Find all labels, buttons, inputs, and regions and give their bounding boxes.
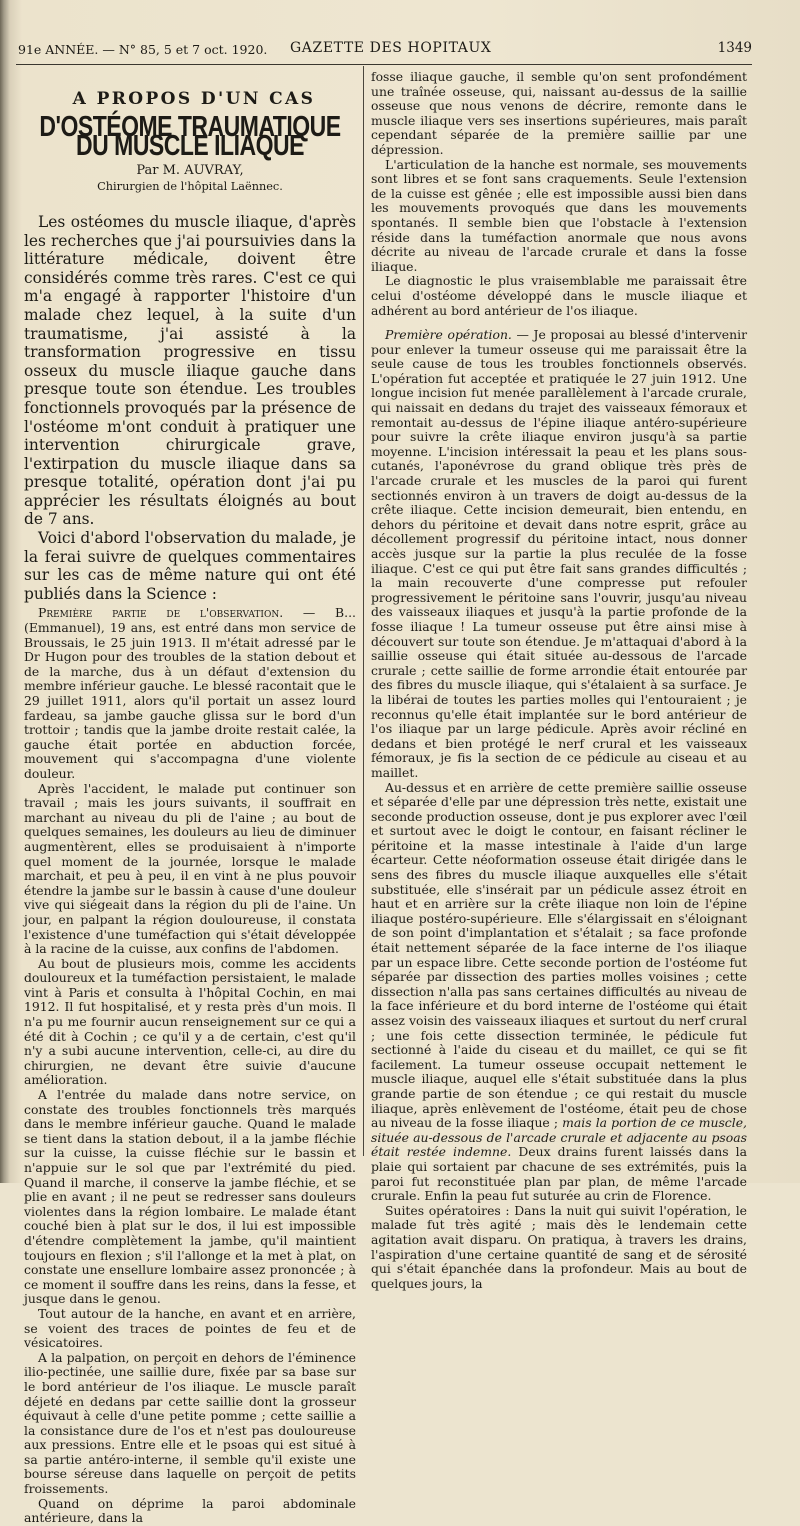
page-number: 1349 <box>717 40 752 56</box>
closure-text: Deux drains furent laissés dans la plaie qui sortaient par chacune de ses extrémités, puis la paroi fut reconstituée plan par plan, de même l'arcade crurale. Enfin la peau fut suturée au crin de Florence. <box>371 1144 747 1204</box>
body-paragraph: fosse iliaque gauche, il semble qu'on sent profondément une traînée osseuse, qui, naissant au-dessus de la saillie osseuse que nous venons de décrire, remonte dans le muscle iliaque vers ses insertions supérieures, mais paraît cependant séparée de la première saillie par une dépression. <box>371 69 747 157</box>
body-paragraph: A l'entrée du malade dans notre service, on constate des troubles fonctionnels très marqués dans le membre inférieur gauche. Quand le malade se tient dans la station debout, il a la jambe fléchie sur la cuisse, la cuisse fléchie sur le bassin et n'appuie sur le sol que par l'extrémité du pied. Quand il marche, il conserve la jambe fléchie, et se plie en avant ; il ne peut se redresser sans douleurs violentes dans la région lombaire. Le malade étant couché bien à plat sur le dos, il lui est impossible d'étendre complètement la jambe, qu'il maintient toujours en flexion ; s'il l'allonge et la met à plat, on constate une ensellure lombaire assez prononcée ; à ce moment il souffre dans les reins, dans la fesse, et jusque dans le genou. <box>24 1087 356 1307</box>
body-paragraph: L'articulation de la hanche est normale, ses mouvements sont libres et se font sans craquements. Seule l'extension de la cuisse est gênée ; elle est impossible aussi bien dans les mouvements provoqués que dans les mouvements spontanés. Il semble bien que l'obstacle à l'extension réside dans la tuméfaction anormale que nous avons décrite au niveau de l'arcade crurale et dans la fosse iliaque. <box>371 156 747 274</box>
right-column <box>371 70 747 1291</box>
article-kicker: A PROPOS D'UN CAS <box>72 89 316 109</box>
body-paragraph: Suites opératoires : Dans la nuit qui suivit l'opération, le malade fut très agité ; mais dès le lendemain cette agitation avait disparu. On pratiqua, à travers les drains, l'aspiration d'une certaine quantité de sang et de sérosité qui s'était épanchée dans la profondeur. Mais au bout de quelques jours, la <box>371 1202 747 1291</box>
body-paragraph: Après l'accident, le malade put continuer son travail ; mais les jours suivants, il souffrait en marchant au niveau du pli de l'aine ; au bout de quelques semaines, les douleurs au lieu de diminuer augmentèrent, elles se produisaient à n'importe quel moment de la journée, lorsque le malade marchait, et peu à peu, il en vint à ne plus pouvoir étendre la jambe sur le bassin à cause d'une douleur vive qui siégeait dans la région du pli de l'aine. Un jour, en palpant la région douloureuse, il constata l'existence d'une tuméfaction qui s'était développée à la racine de la cuisse, aux confins de l'abdomen. <box>24 780 356 957</box>
body-paragraph: Quand on déprime la paroi abdominale antérieure, dans la <box>24 1495 356 1526</box>
body-paragraph: Le diagnostic le plus vraisemblable me paraissait être celui d'ostéome développé dans le muscle iliaque et adhérent au bord antérieur de l'os iliaque. <box>371 273 747 318</box>
operation-text: — Je proposai au blessé d'intervenir pour enlever la tumeur osseuse qui me paraissait être la seule cause de tous les troubles fonctionnels observés. L'opération fut acceptée et pratiquée le 27 juin 1912. Une longue incision fut menée parallèlement à l'arcade crurale, qui naissait en dedans du trajet des vaisseaux fémoraux et remontait au-dessus de l'épine iliaque antéro-supérieure pour suivre la crête iliaque environ jusqu'à sa partie moyenne. L'incision intéressait la peau et les plans sous-cutanés, l'aponévrose du grand oblique très près de l'arcade crurale et les muscles de la paroi qui furent sectionnés environ à un travers de doigt au-dessus de la crête iliaque. Cette incision demeurait, bien entendu, en dehors du péritoine et devait dans notre esprit, grâce au décollement progressif du péritoine intact, nous donner accès jusque sur la partie la plus reculée de la fosse iliaque. C'est ce qui put être fait sans grandes difficultés ; la main recouverte d'une compresse put refouler progressivement le péritoine sans l'ouvrir, jusqu'au niveau des vaisseaux iliaques et jusqu'à la partie profonde de la fosse iliaque ! La tumeur osseuse put être ainsi mise à découvert sur toute son étendue. Je m'attaquai d'abord à la saillie osseuse qui était située au-dessous de l'arcade crurale ; cette saillie de forme arrondie était entourée par des fibres du muscle iliaque, qui s'étalaient à sa surface. Je la libérai de toutes les parties molles qui l'entouraient ; je reconnus qu'elle était implantée sur le bord antérieur de l'os iliaque par un large pédicule. Après avoir récliné en dedans et bien protégé le nerf crural et les vaisseaux fémoraux, je fis la section de ce pédicule au ciseau et au maillet. <box>371 327 747 780</box>
left-column <box>24 70 356 1526</box>
issue-info: 91e ANNÉE. — N° 85, 5 et 7 oct. 1920. <box>18 42 268 57</box>
section-heading: Première opération. <box>385 327 512 343</box>
running-header <box>18 38 752 62</box>
header-rule <box>16 64 752 65</box>
journal-title: GAZETTE DES HOPITAUX <box>290 40 492 56</box>
dissection-text: Au-dessus et en arrière de cette première saillie osseuse et séparée d'elle par une dépression très nette, existait une seconde production osseuse, dont je pus explorer avec l'œil et surtout avec le doigt le contour, en faisant récliner le péritoine et la masse intestinale à l'aide d'un large écarteur. Cette néoformation osseuse était dirigée dans le sens des fibres du muscle iliaque auxquelles elle s'était substituée, elle s'insérait par un pédicule assez étroit en haut et en arrière sur la crête iliaque non loin de l'épine iliaque postéro-supérieure. Elle s'élargissait en s'éloignant de son point d'implantation et s'étalait ; sa face profonde était nettement séparée de la face interne de l'os iliaque par un espace libre. Cette seconde portion de l'ostéome fut séparée par dissection des parties molles voisines ; cette dissection n'alla pas sans certaines difficultés au niveau de la face inférieure et du bord interne de l'ostéome qui était assez voisin des vaisseaux iliaques et surtout du nerf crural ; une fois cette dissection terminée, le pédicule fut sectionné à l'aide du ciseau et du maillet, ce qui se fit facilement. La tumeur osseuse occupait nettement le muscle iliaque, auquel elle s'était substituée dans la plus grande partie de son étendue ; ce qui restait du muscle iliaque, après enlèvement de l'ostéome, était peu de chose au niveau de la fosse iliaque ; <box>371 779 747 1131</box>
body-paragraph <box>371 781 747 1204</box>
body-paragraph: Tout autour de la hanche, en avant et en arrière, se voient des traces de pointes de feu et de vésicatoires. <box>24 1305 356 1351</box>
body-paragraph: A la palpation, on perçoit en dehors de l'éminence ilio-pectinée, une saillie dure, fixée par sa base sur le bord antérieur de l'os iliaque. Le muscle paraît déjeté en dedans par cette saillie dont la grosseur équivaut à celle d'une petite pomme ; cette saillie a la consistance dure de l'os et n'est pas douloureuse aux pressions. Entre elle et le psoas qui est situé à sa partie antéro-interne, il semble qu'il existe une bourse séreuse dans laquelle on perçoit de petits froissements. <box>24 1349 356 1497</box>
intro-paragraph-2: Voici d'abord l'observation du malade, je la ferai suivre de quelques commentaires sur les cas de même nature qui ont été publiés dans la Science : <box>24 529 356 603</box>
intro-paragraph: Les ostéomes du muscle iliaque, d'après les recherches que j'ai poursuivies dans la littérature médicale, doivent être considérés comme très rares. C'est ce qui m'a engagé à rapporter l'histoire d'un malade chez lequel, à la suite d'un traumatisme, j'ai assisté à la transformation progressive en tissu osseux du muscle iliaque gauche dans presque toute son étendue. Les troubles fonctionnels provoqués par la présence de l'ostéome m'ont conduit à pratiquer une intervention chirurgicale grave, l'extirpation du muscle iliaque dans sa presque totalité, opération dont j'ai pu apprécier les résultats éloignés au bout de 7 ans. <box>24 212 356 529</box>
section-heading: Première partie de l'observation. <box>38 605 284 621</box>
body-paragraph: Au bout de plusieurs mois, comme les accidents douloureux et la tuméfaction persistaient, le malade vint à Paris et consulta à l'hôpital Cochin, en mai 1912. Il fut hospitalisé, et y resta près d'un mois. Il n'a pu me fournir aucun renseignement sur ce qui a été dit à Cochin ; ce qu'il y a de certain, c'est qu'il n'y a subi aucune intervention, celle-ci, au dire du chirurgien, ne devant être suivie d'aucune amélioration. <box>24 955 356 1088</box>
column-divider <box>363 66 364 1156</box>
article-title: D'OSTÉOME TRAUMATIQUE DU MUSCLE ILIAQUE <box>39 109 341 161</box>
article-author: Par M. AUVRAY, <box>136 162 244 178</box>
article-affiliation: Chirurgien de l'hôpital Laënnec. <box>97 180 283 194</box>
italic-note: mais la portion de ce muscle, située au-dessous de l'arcade crurale et adjacente au psoas était restée indemne. <box>371 1115 747 1160</box>
observation-text: — B... (Emmanuel), 19 ans, est entré dans mon service de Broussais, le 25 juin 1913. Il m'était adressé par le Dr Hugon pour des troubles de la station debout et de la marche, dus à un défaut d'extension du membre inférieur gauche. Le blessé racontait que le 29 juillet 1911, alors qu'il portait un assez lourd fardeau, sa jambe gauche glissa sur le bord d'un trottoir ; tandis que la jambe droite restait calée, la gauche était portée en abduction forcée, mouvement qui s'accompagna d'une violente douleur. <box>24 605 356 781</box>
observation-paragraph <box>24 606 356 781</box>
operation-paragraph <box>371 328 747 780</box>
